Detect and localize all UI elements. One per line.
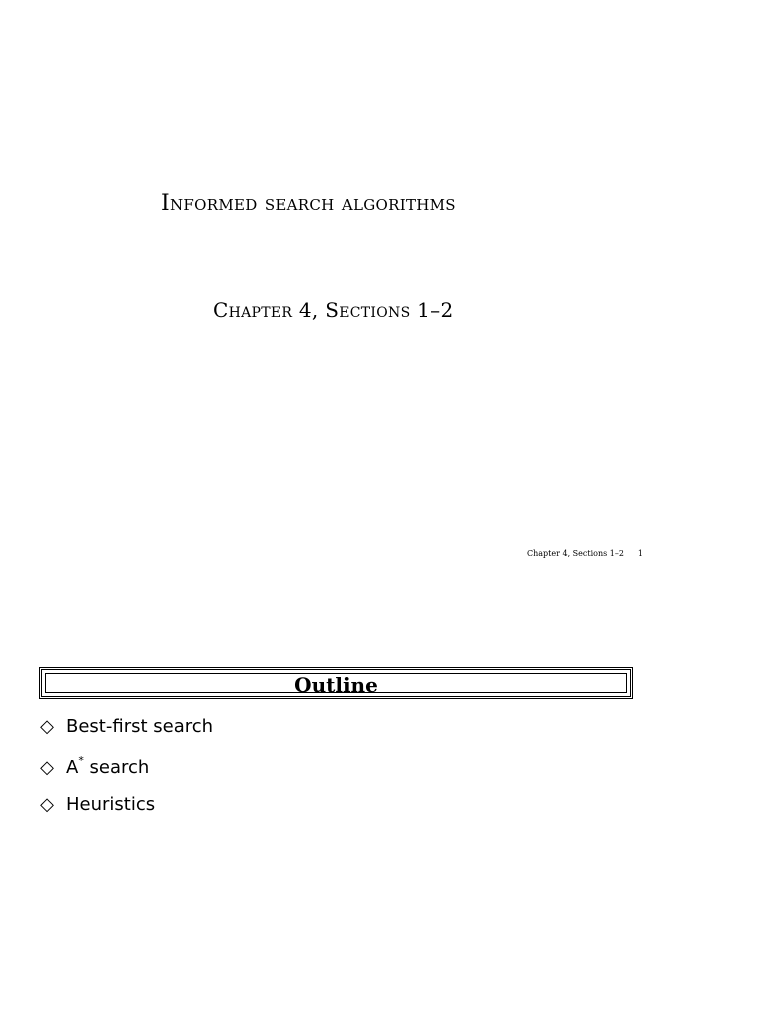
outline-item-heuristics [38,794,155,815]
slide-subtitle: Chapter 4, Sections 1–2 [213,298,454,322]
outline-item-text: Heuristics [66,794,156,815]
a-star-suffix: search [83,757,150,778]
diamond-outline-icon: ◇ [40,794,54,815]
outline-item-a-star [38,756,149,778]
a-star-superscript: * [78,754,84,767]
outline-title-box [39,667,633,699]
outline-item-text: Best-first search [66,716,214,737]
diamond-outline-icon: ◇ [40,756,54,778]
slide-title: Informed search algorithms [161,191,456,216]
a-star-prefix: A [66,757,79,778]
page-number: 1 [637,549,644,558]
diamond-outline-icon: ◇ [40,716,54,737]
footer-label: Chapter 4, Sections 1–2 [527,549,624,558]
outline-item-best-first [38,716,213,737]
outline-item-text [66,756,149,778]
slide-footer [527,549,643,558]
outline-title: Outline [294,673,378,697]
